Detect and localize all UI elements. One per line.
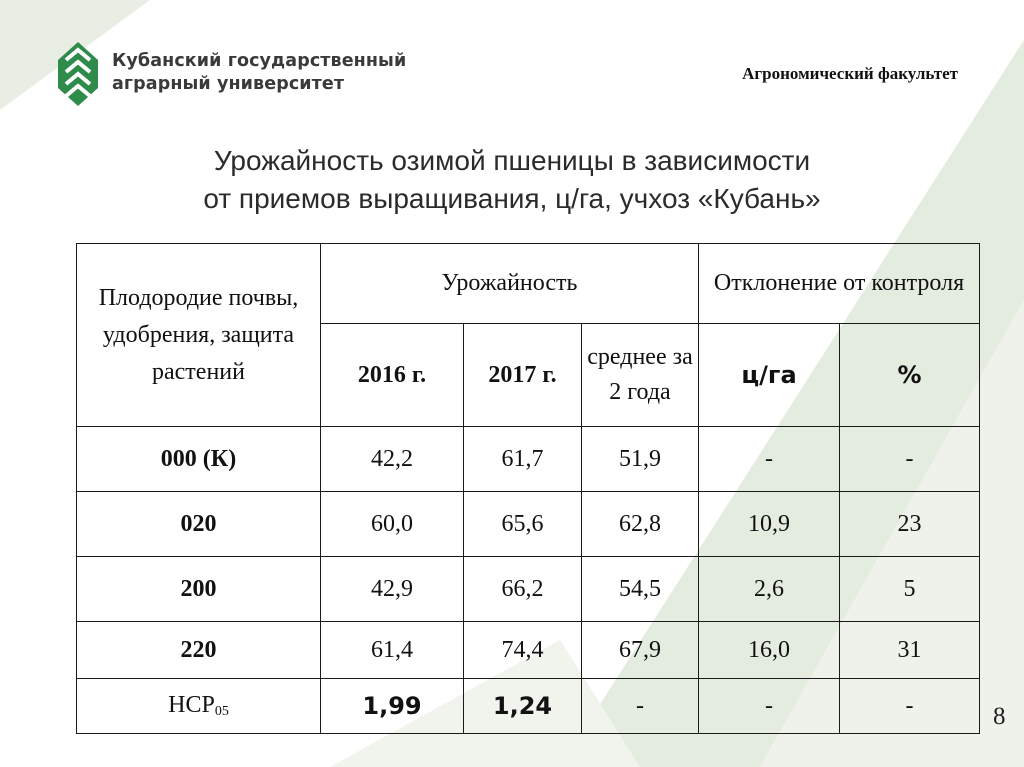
university-name-line2: аграрный университет xyxy=(112,74,345,94)
university-name-line1: Кубанский государственный xyxy=(112,51,407,71)
row-label: 020 xyxy=(77,492,321,557)
header-2016: 2016 г. xyxy=(321,324,464,427)
cell-average: 62,8 xyxy=(582,492,699,557)
row-label: 000 (К) xyxy=(77,427,321,492)
row-label: 200 xyxy=(77,557,321,622)
slide-title-line2: от приемов выращивания, ц/га, учхоз «Кубань» xyxy=(203,183,821,214)
page-number: 8 xyxy=(993,703,1006,730)
faculty-name: Агрономический факультет xyxy=(742,64,958,83)
table-row xyxy=(77,557,980,622)
table-row xyxy=(77,622,980,679)
cell-percent: 31 xyxy=(840,622,980,679)
cell-2017: 1,24 xyxy=(464,679,582,734)
cell-2017: 65,6 xyxy=(464,492,582,557)
header-deviation: Отклонение от контроля xyxy=(699,244,980,324)
header-2017: 2017 г. xyxy=(464,324,582,427)
cell-average: 54,5 xyxy=(582,557,699,622)
cell-percent: 23 xyxy=(840,492,980,557)
kubsau-leaf-logo-icon xyxy=(56,40,100,108)
cell-2016: 42,2 xyxy=(321,427,464,492)
header-yield: Урожайность xyxy=(321,244,699,324)
header-cha: ц/га xyxy=(699,324,840,427)
row-label: 220 xyxy=(77,622,321,679)
cell-2017: 61,7 xyxy=(464,427,582,492)
table-row xyxy=(77,427,980,492)
cell-average: 51,9 xyxy=(582,427,699,492)
cell-2016: 1,99 xyxy=(321,679,464,734)
header-percent: % xyxy=(840,324,980,427)
cell-2017: 74,4 xyxy=(464,622,582,679)
cell-cha: - xyxy=(699,679,840,734)
cell-cha: - xyxy=(699,427,840,492)
lsd-subscript: 05 xyxy=(214,704,229,719)
cell-2016: 60,0 xyxy=(321,492,464,557)
header-stub: Плодородие почвы, удобрения, защита растений xyxy=(77,244,321,427)
cell-average: 67,9 xyxy=(582,622,699,679)
cell-cha: 10,9 xyxy=(699,492,840,557)
table-row xyxy=(77,492,980,557)
cell-cha: 2,6 xyxy=(699,557,840,622)
cell-percent: 5 xyxy=(840,557,980,622)
header-average: среднее за 2 года xyxy=(582,324,699,427)
cell-average: - xyxy=(582,679,699,734)
row-label-lsd xyxy=(77,679,321,734)
slide-title-line1: Урожайность озимой пшеницы в зависимости xyxy=(213,145,811,176)
yield-table xyxy=(76,243,980,734)
cell-cha: 16,0 xyxy=(699,622,840,679)
cell-2017: 66,2 xyxy=(464,557,582,622)
table-row-lsd xyxy=(77,679,980,734)
cell-2016: 42,9 xyxy=(321,557,464,622)
cell-percent: - xyxy=(840,679,980,734)
lsd-label: НСР xyxy=(168,692,215,718)
slide-title xyxy=(0,142,1024,218)
cell-2016: 61,4 xyxy=(321,622,464,679)
university-name xyxy=(112,50,406,96)
cell-percent: - xyxy=(840,427,980,492)
